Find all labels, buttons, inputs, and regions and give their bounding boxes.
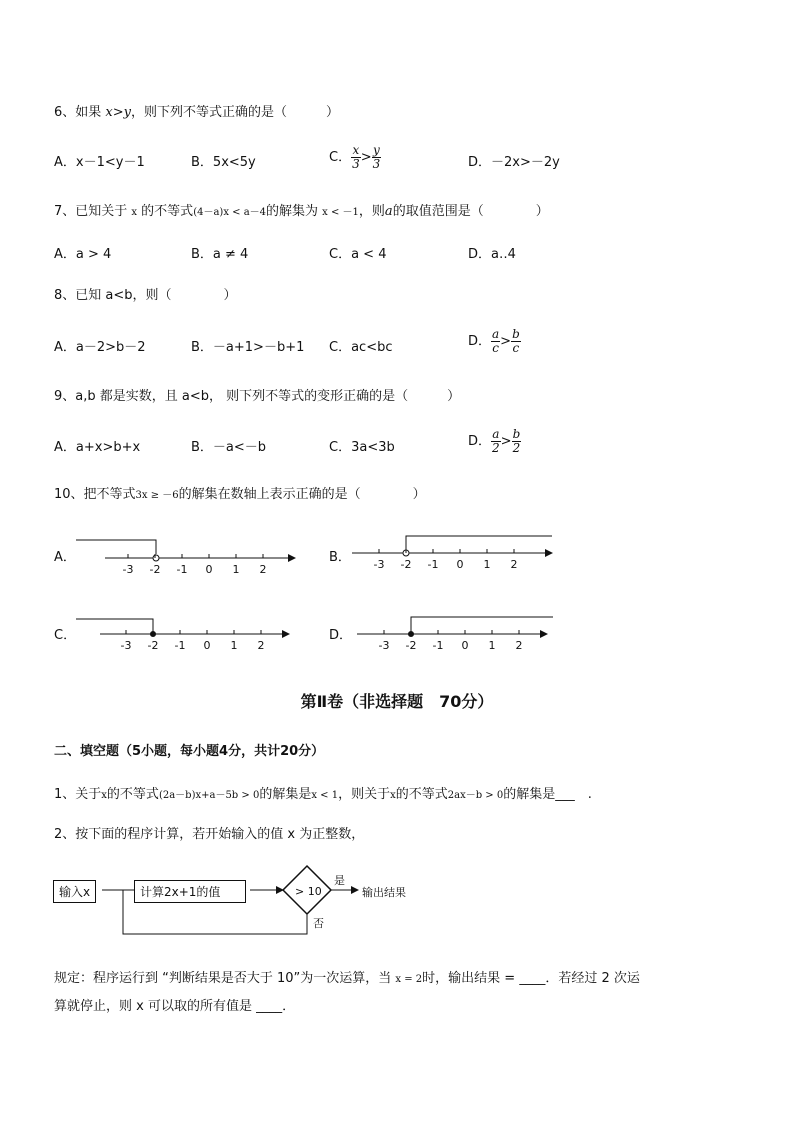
section-heading: 二、填空题（5小题，每小题4分，共计20分）	[54, 744, 325, 759]
q10-label-c[interactable]: C．	[54, 628, 77, 643]
q9-option-d[interactable]: D． $\frac{a}{2}$ > $\frac{b}{2}$	[468, 427, 521, 455]
tick-label: -2	[405, 639, 417, 652]
q7-stem: 7、已知关于 x 的不等式(4－a)x < a－4的解集为 x < －1，则a的取值范围是（ ）	[54, 204, 549, 219]
number-line-c	[70, 611, 300, 657]
tick-label: -3	[120, 639, 132, 652]
tick-label: -1	[432, 639, 444, 652]
tick-label: 1	[483, 558, 491, 571]
fill-question-2-rule-line2: 算就停止，则 x 可以取的所有值是 ____．	[54, 999, 296, 1014]
q9-option-a[interactable]: A．a+x>b+x	[54, 440, 141, 455]
tick-label: 1	[488, 639, 496, 652]
number-line-a	[70, 532, 300, 578]
flowchart	[50, 858, 470, 942]
q9-option-c[interactable]: C．3a<3b	[329, 440, 395, 455]
q8-option-c[interactable]: C．ac<bc	[329, 340, 393, 355]
q9-option-b[interactable]: B．－a<－b	[191, 440, 267, 455]
tick-label: 1	[230, 639, 238, 652]
fraction: $\frac{a}{c}$	[492, 327, 500, 355]
tick-label: 2	[257, 639, 265, 652]
tick-label: -2	[147, 639, 159, 652]
tick-label: 0	[205, 563, 213, 576]
q6-condition: x>y	[105, 105, 131, 120]
flow-input-box: 输入x	[53, 880, 96, 903]
tick-label: -3	[373, 558, 385, 571]
q10-label-d[interactable]: D．	[329, 628, 353, 643]
number-line-d	[355, 611, 585, 657]
tick-label: -2	[149, 563, 161, 576]
q6-option-d[interactable]: D．－2x>－2y	[468, 155, 560, 170]
fill-question-2: 2、按下面的程序计算，若开始输入的值 x 为正整数，	[54, 827, 365, 842]
tick-label: 0	[461, 639, 469, 652]
q7-option-d[interactable]: D．a‥4	[468, 247, 516, 262]
number-line-b	[350, 532, 580, 578]
tick-label: 1	[232, 563, 240, 576]
q6-option-a[interactable]: A．x－1<y－1	[54, 155, 145, 170]
section-title: 第Ⅱ卷（非选择题 70分）	[300, 692, 494, 711]
tick-label: -1	[174, 639, 186, 652]
tick-label: -1	[427, 558, 439, 571]
q10-label-a[interactable]: A．	[54, 550, 76, 565]
q10-stem: 10、把不等式3x ≥ －6的解集在数轴上表示正确的是（ ）	[54, 487, 426, 502]
q10-inequality: 3x ≥ －6	[135, 490, 179, 501]
q8-stem: 8、已知 a<b，则（ ）	[54, 288, 237, 303]
flow-calc-box: 计算2x+1的值	[134, 880, 246, 903]
q9-stem: 9、a,b 都是实数，且 a<b， 则下列不等式的变形正确的是（ ）	[54, 389, 461, 404]
q8-option-d[interactable]: D． $\frac{a}{c}$ > $\frac{b}{c}$	[468, 327, 520, 355]
flow-cond: > 10	[295, 885, 322, 898]
tick-label: -2	[400, 558, 412, 571]
tick-label: 2	[515, 639, 523, 652]
flow-yes: 是	[334, 874, 345, 887]
q6-option-b[interactable]: B．5x<5y	[191, 155, 256, 170]
fraction: $\frac{y}{3}$	[372, 143, 381, 171]
fraction: $\frac{x}{3}$	[352, 143, 360, 171]
tick-label: -3	[122, 563, 134, 576]
q8-option-a[interactable]: A．a－2>b－2	[54, 340, 146, 355]
fraction: $\frac{a}{2}$	[492, 427, 500, 455]
tick-label: 2	[510, 558, 518, 571]
fill-question-2-rule-line1: 规定：程序运行到 “判断结果是否大于 10”为一次运算，当 x = 2时，输出结果 = ____．若经过 2 次运	[54, 971, 640, 986]
flow-output: 输出结果	[362, 886, 406, 899]
flow-no: 否	[313, 917, 324, 930]
q8-option-b[interactable]: B．－a+1>－b+1	[191, 340, 305, 355]
fill-question-1: 1、关于x的不等式(2a－b)x+a－5b > 0的解集是x < 1，则关于x的不等式2ax－b > 0的解集是___ .	[54, 787, 592, 802]
open-dot	[153, 555, 159, 561]
q7-option-b[interactable]: B．a ≠ 4	[191, 247, 249, 262]
q6-option-c[interactable]: C． $\frac{x}{3}$ > $\frac{y}{3}$	[329, 143, 381, 171]
q10-label-b[interactable]: B．	[329, 550, 351, 565]
fraction: $\frac{b}{c}$	[512, 327, 520, 355]
tick-label: 0	[456, 558, 464, 571]
q6-stem: 6、如果 x>y，则下列不等式正确的是（ ）	[54, 105, 339, 120]
q7-option-a[interactable]: A．a > 4	[54, 247, 112, 262]
tick-label: -1	[176, 563, 188, 576]
tick-label: -3	[378, 639, 390, 652]
fraction: $\frac{b}{2}$	[512, 427, 521, 455]
q7-inequality: (4－a)x < a－4	[193, 207, 267, 218]
tick-label: 0	[203, 639, 211, 652]
q7-option-c[interactable]: C．a < 4	[329, 247, 387, 262]
tick-label: 2	[259, 563, 267, 576]
